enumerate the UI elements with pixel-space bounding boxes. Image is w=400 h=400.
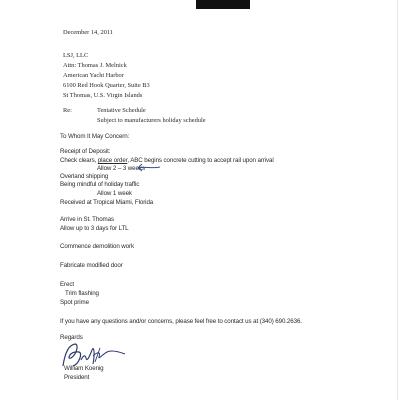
recipient-line: American Yacht Harbor <box>63 72 124 79</box>
check-pre: Check clears, <box>60 157 98 164</box>
re-line: Subject to manufacturers holiday schedule <box>97 117 206 124</box>
recipient-line: St Thomas, U.S. Virgin Islands <box>63 92 143 99</box>
re-line: Tentative Schedule <box>97 107 146 114</box>
recipient-line: 6100 Red Hook Quarter, Suite B3 <box>63 82 150 89</box>
receipt-heading: Receipt of Deposit: <box>60 148 111 155</box>
recipient-line: LSJ, LLC <box>63 52 89 59</box>
check-line <box>60 157 274 164</box>
trim-line: Trim flashing <box>65 290 99 297</box>
holiday-traffic: Being mindful of holiday traffic <box>60 181 140 188</box>
regards: Regards <box>60 334 83 341</box>
signer-name: William Koenig <box>64 365 104 372</box>
allow-one-week: Allow 1 week <box>97 190 132 197</box>
check-post: , ABC begins concrete cutting to accept rail upon arrival <box>127 157 274 164</box>
closing-paragraph: If you have any questions and/or concerns, please feel free to contact us at (340) 690.2636. <box>60 318 302 325</box>
scan-edge <box>397 0 398 400</box>
place-order-underlined: place order <box>97 157 128 164</box>
allow-weeks: Allow 2 – 3 weeks <box>97 165 145 172</box>
allow-ltl: Allow up to 3 days for LTL <box>60 225 129 232</box>
received-line: Received at Tropical Miami, Florida <box>60 199 154 206</box>
re-label: Re: <box>63 107 72 114</box>
erect-line: Erect <box>60 281 74 288</box>
spot-line: Spot prime <box>60 299 89 306</box>
handwritten-arrow-icon <box>136 162 162 174</box>
signer-title: President <box>64 374 90 381</box>
recipient-line: Attn: Thomas J. Melnick <box>63 62 127 69</box>
letter-date: December 14, 2011 <box>63 29 113 36</box>
letterhead-logo <box>196 0 250 9</box>
commence-line: Commence demolition work <box>60 243 134 250</box>
fabricate-line: Fabricate modified door <box>60 262 123 269</box>
salutation: To Whom It May Concern: <box>60 133 130 140</box>
overland-shipping: Overland shipping <box>60 173 109 180</box>
arrive-line: Arrive in St. Thomas <box>60 216 114 223</box>
